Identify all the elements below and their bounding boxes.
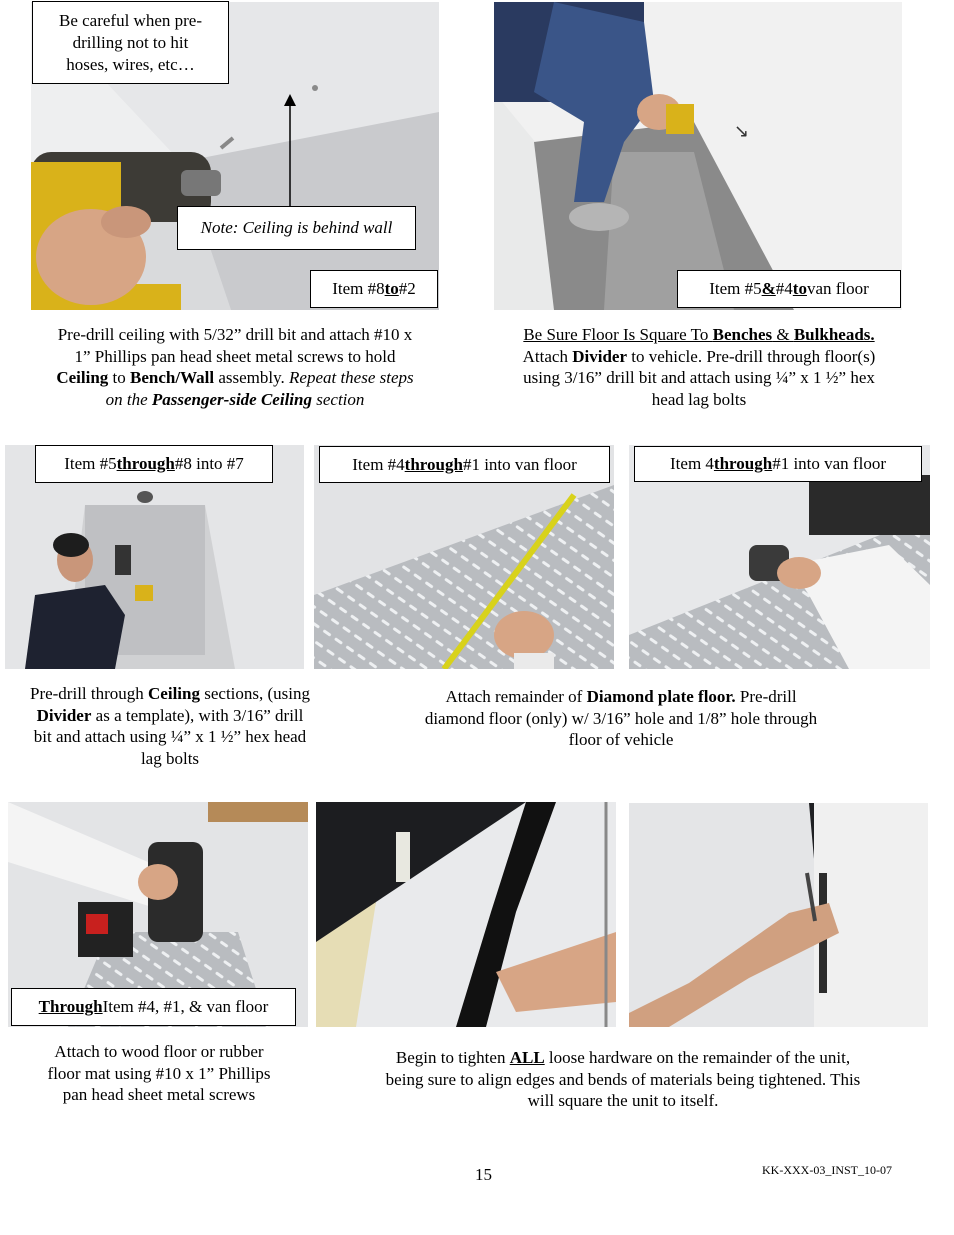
document-code: KK-XXX-03_INST_10-07 [762, 1163, 892, 1177]
callout-careful: Be careful when pre- drilling not to hit hoses, wires, etc… [32, 1, 229, 84]
photo-tighten-door [316, 802, 616, 1027]
label-item-4-through-1-a: Item #4 through #1 into van floor [319, 446, 610, 483]
page-number: 15 [475, 1165, 492, 1184]
caption-diamond-plate: Attach remainder of Diamond plate floor. Pre-drill diamond floor (only) w/ 3/16” hole and 1/8” hole through floor of vehicle [424, 687, 818, 749]
photo-drill-floor [494, 2, 902, 310]
caption-tighten-hardware: Begin to tighten ALL loose hardware on the remainder of the unit, being sure to align edges and bends of materials being tightened. This will square the unit to itself. [385, 1048, 861, 1110]
svg-text:↘: ↘ [734, 121, 750, 142]
photo-tighten-wall [629, 803, 928, 1027]
label-item-8-to-2: Item #8 to #2 [310, 270, 438, 308]
label-item-4-through-1-b: Item 4 through #1 into van floor [634, 446, 922, 482]
label-through-item-4-1: Through Item #4, #1, & van floor [11, 988, 296, 1026]
caption-ceiling: Pre-drill ceiling with 5/32” drill bit and attach #10 x 1” Phillips pan head sheet metal screws to hold Ceiling to Bench/Wall assembly. Repeat these steps on the Passenger-side Ceiling section [56, 325, 414, 409]
pointer-arrow [280, 92, 300, 210]
label-item-5-through-8: Item #5 through #8 into #7 [35, 445, 273, 483]
note-ceiling: Note: Ceiling is behind wall [177, 206, 416, 250]
caption-ceiling-sections: Pre-drill through Ceiling sections, (using Divider as a template), with 3/16” drill bit and attach using ¼” x 1 ½” hex head lag bolts [29, 684, 311, 768]
caption-floor-square: Be Sure Floor Is Square To Benches & Bulkheads. Attach Divider to vehicle. Pre-drill through floor(s) using 3/16” drill bit and attach using ¼” x 1 ½” hex head lag bolts [522, 325, 876, 409]
label-item-5-4-to-floor: Item #5 & #4 to van floor [677, 270, 901, 308]
caption-wood-floor: Attach to wood floor or rubber floor mat using #10 x 1” Phillips pan head sheet metal screws [47, 1042, 271, 1104]
